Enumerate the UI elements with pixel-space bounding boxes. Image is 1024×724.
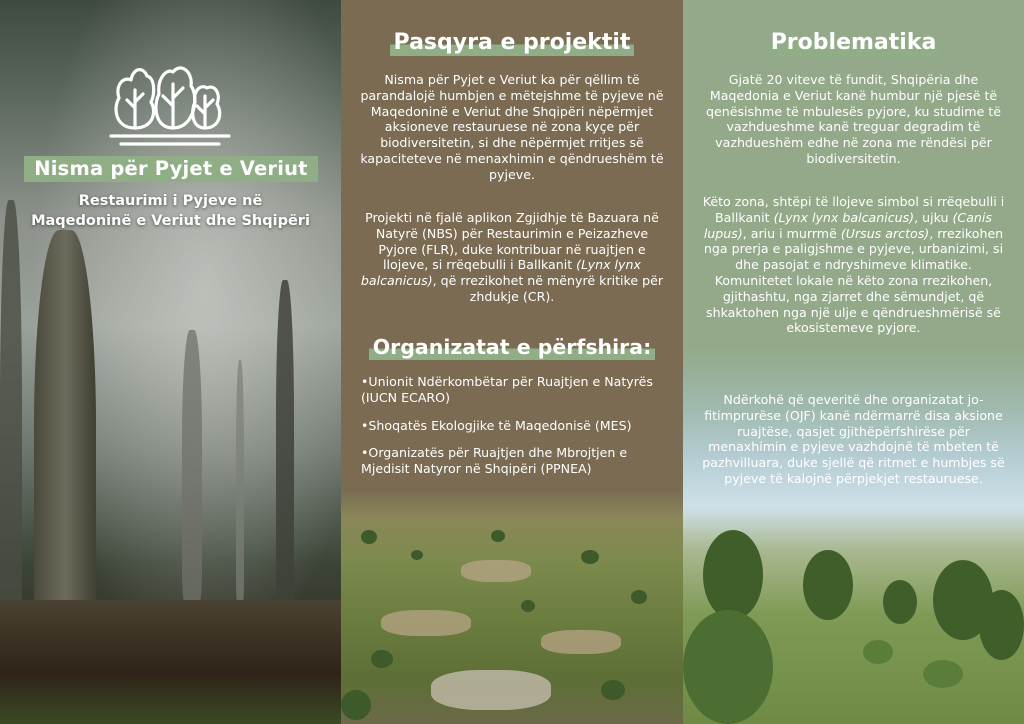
species-name: (Lynx lynx balcanicus) [773, 209, 915, 225]
threats-paragraph: Këto zona, shtëpi të llojeve simbol si rrëqebulli i Ballkanit (Lynx lynx balcanicus), ujku (Canis lupus), ariu i murrmë (Ursus arctos), rrezikohen nga prerja e paligjshme e pyjeve, urbanizimi, si dhe pasojat e ndryshimeve klimatike. Komunitetet lokale në këto zona rrezikohen, gjithashtu, nga zjarret dhe sëmundjet, që shkaktohen nga një ulje e qëndrueshmërisë së ekosistemeve pyjore. [702, 194, 1005, 336]
panel-forest-cover [0, 0, 341, 724]
meadow-photo [683, 520, 1024, 724]
tree-trunk [276, 280, 294, 620]
project-overview-heading: Pasqyra e projektit [341, 30, 683, 56]
tree-trunk [182, 330, 202, 600]
conservation-paragraph: Ndërkohë që qeveritë dhe organizatat jo-fitimprurëse (OJF) kanë ndërmarrë disa aksione ruajtëse, qasjet gjithëpërfshirëse për menaxhimin e pyjeve vazhdojnë të mbeten të pazhvilluara, duke sjellë që ritmet e humbjes së pyjeve të kalojnë përpjekjet restauruese. [702, 392, 1005, 486]
initiative-subtitle [14, 191, 327, 231]
project-nbs-paragraph: Projekti në fjalë aplikon Zgjidhje të Bazuara në Natyrë (NBS) për Restaurimin e Peizazheve Pyjore (FLR), duke kontribuar në ruajtjen e llojeve, si rrëqebulli i Ballkanit (Lynx lynx balcanicus), që rrezikohet në mënyrë kritike për zhdukje (CR). [360, 210, 664, 304]
list-item: •Unionit Ndërkombëtar për Ruajtjen e Natyrës (IUCN ECARO) [361, 374, 653, 405]
species-name: (Canis lupus) [703, 209, 992, 241]
forest-trees-icon [107, 50, 233, 150]
problem-heading: Problematika [683, 30, 1024, 56]
project-overview-paragraph: Nisma për Pyjet e Veriut ka për qëllim të parandalojë humbjen e mëtejshme të pyjeve në Maqedoninë e Veriut dhe Shqipëri nëpërmjet aksioneve restauruese në zona kyçe për biodiversitetin, si dhe nëpërmjet rritjes së kapaciteteve në menaxhimin e qëndrueshëm të pyjeve. [360, 72, 664, 182]
initiative-title: Nisma për Pyjet e Veriut [24, 156, 318, 182]
tree-trunk [236, 360, 244, 600]
organizations-list [361, 374, 667, 489]
list-item: •Shoqatës Ekologjike të Maqedonisë (MES) [361, 417, 632, 433]
list-item: •Organizatës për Ruajtjen dhe Mbrojtjen e Mjedisit Natyror në Shqipëri (PPNEA) [361, 445, 628, 477]
species-name: (Lynx lynx balcanicus) [360, 257, 641, 289]
hillside-photo [341, 490, 683, 724]
subtitle-line: Restaurimi i Pyjeve në [78, 193, 263, 209]
organizations-heading: Organizatat e përfshira: [341, 334, 683, 360]
species-name: (Ursus arctos) [840, 225, 930, 241]
panel-problem [683, 0, 1024, 724]
problem-paragraph: Gjatë 20 viteve të fundit, Shqipëria dhe Maqedonia e Veriut kanë humbur një pjesë të qenësishme të mbulesës pyjore, ku studime të vazhdueshme kanë treguar degradim të vazhdueshëm edhe në zona me rëndësi për biodiversitetin. [705, 72, 1002, 166]
panel-project-overview [341, 0, 683, 724]
subtitle-line: Maqedoninë e Veriut dhe Shqipëri [31, 213, 310, 229]
forest-floor [0, 600, 341, 724]
